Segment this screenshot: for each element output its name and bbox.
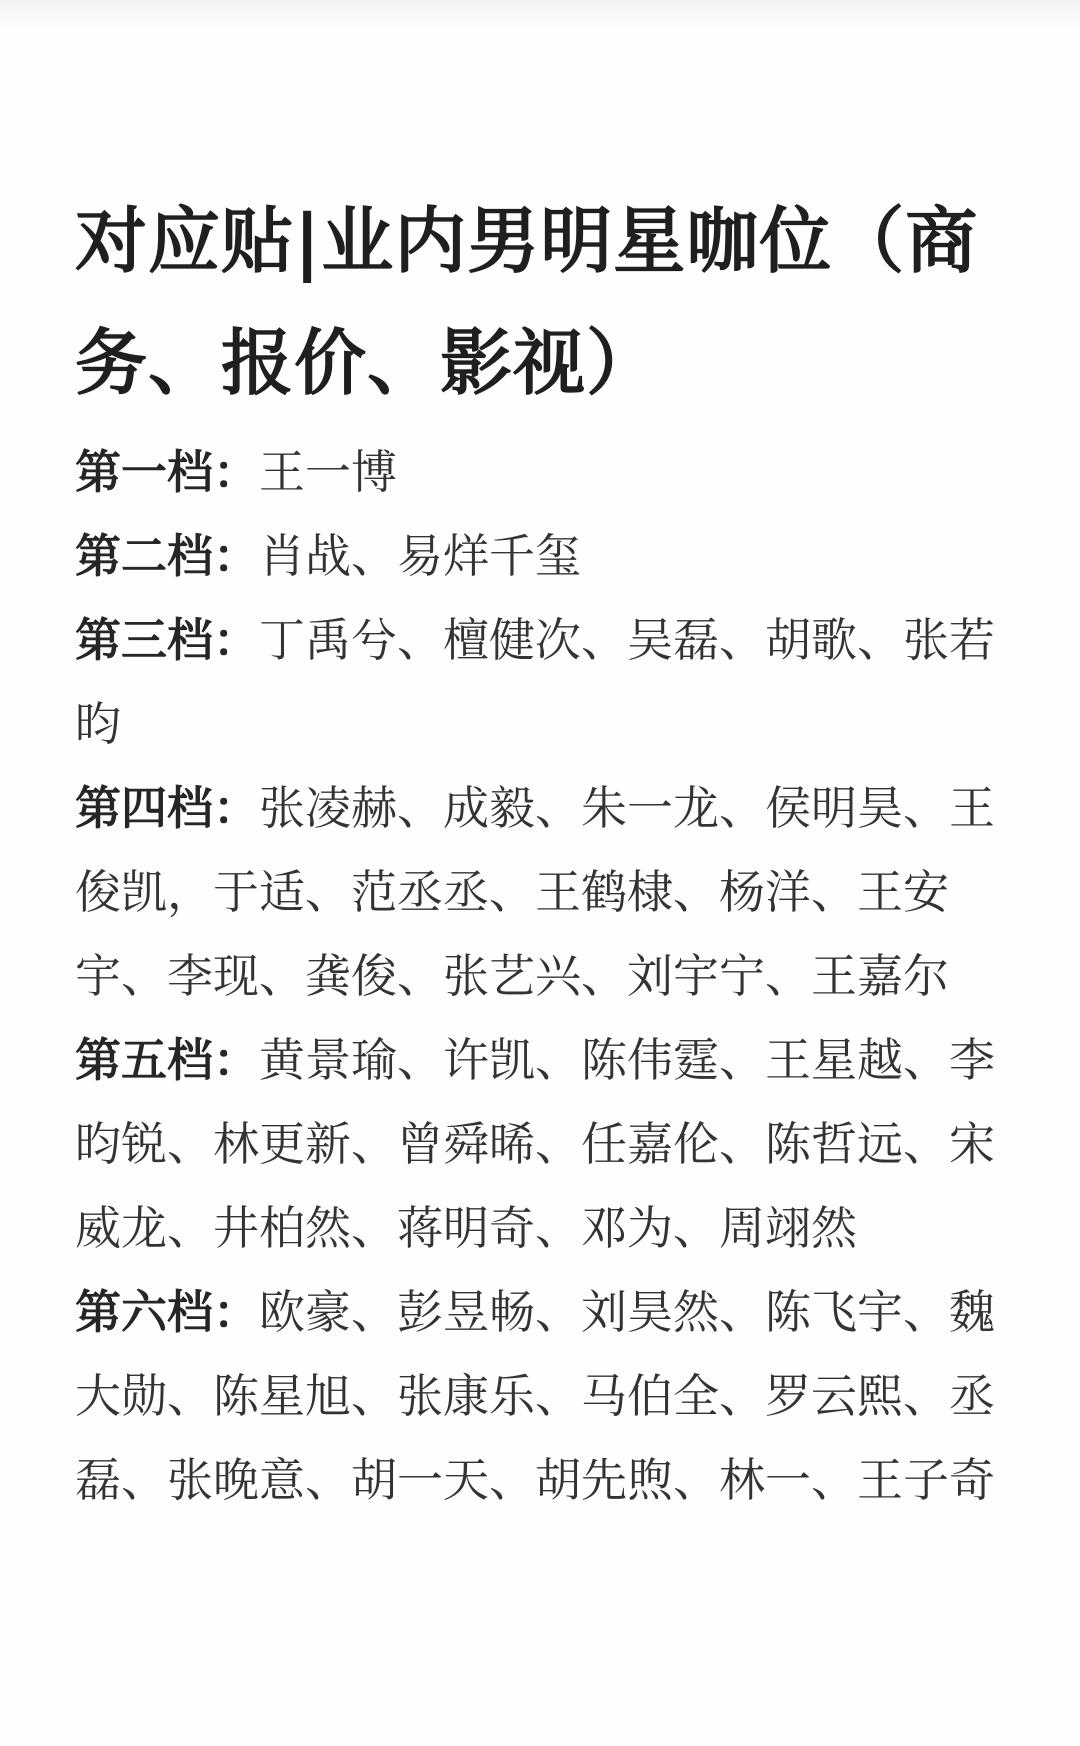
top-edge-shadow — [0, 0, 1080, 30]
post-title: 对应贴|业内男明星咖位（商务、报价、影视） — [75, 199, 979, 405]
tier-label: 第四档： — [75, 781, 259, 835]
tier-3 — [75, 598, 1035, 766]
tier-names: 黄景瑜、许凯、陈伟霆、王星越、李昀锐、林更新、曾舜晞、任嘉伦、陈哲远、宋威龙、井柏然、蒋明奇、邓为、周翊然 — [75, 1033, 995, 1255]
tier-1 — [75, 430, 1035, 514]
tier-label: 第五档： — [75, 1033, 259, 1087]
tier-names: 肖战、易烊千玺 — [259, 529, 581, 583]
tier-names: 欧豪、彭昱畅、刘昊然、陈飞宇、魏大勋、陈星旭、张康乐、马伯全、罗云熙、丞磊、张晚意、胡一天、胡先煦、林一、王子奇 — [75, 1285, 995, 1507]
tier-label: 第六档： — [75, 1285, 259, 1339]
tier-label: 第三档： — [75, 613, 259, 667]
tier-5 — [75, 1018, 1035, 1270]
tier-label: 第一档： — [75, 445, 259, 499]
tier-names: 王一博 — [259, 445, 397, 499]
tier-2 — [75, 514, 1035, 598]
tier-label: 第二档： — [75, 529, 259, 583]
tier-names: 张凌赫、成毅、朱一龙、侯明昊、王俊凯，于适、范丞丞、王鹤棣、杨洋、王安宇、李现、龚俊、张艺兴、刘宇宁、王嘉尔 — [75, 781, 995, 1003]
tier-6 — [75, 1270, 1035, 1522]
tier-names: 丁禹兮、檀健次、吴磊、胡歌、张若昀 — [75, 613, 995, 751]
tier-list — [75, 430, 1035, 1522]
tier-4 — [75, 766, 1035, 1018]
